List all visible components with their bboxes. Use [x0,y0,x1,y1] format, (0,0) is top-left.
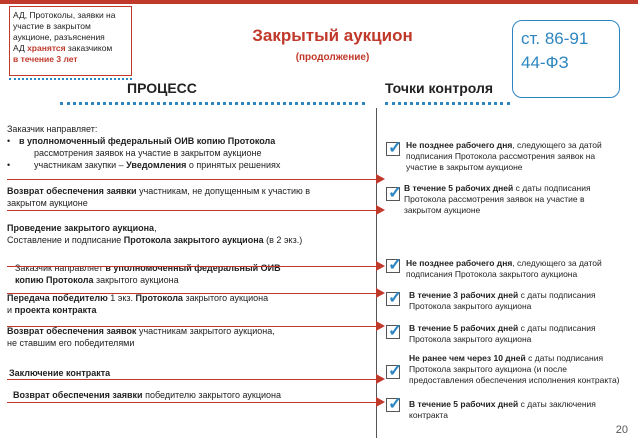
storage-note [9,6,132,76]
note-text-post: заказчиком [65,43,113,53]
control-2-rest: с даты подписания Протокола рассмотрения заявок на участие в закрытом аукционе [404,183,591,215]
step-1-b2-post: о принятых решениях [186,160,281,170]
process-step-3 [7,222,367,246]
page-number: 20 [615,424,628,436]
arrow-head-1 [376,174,385,184]
arrow-line-1 [7,179,377,180]
control-1-rest: , следующего за датой подписания Протокола рассмотрения заявок на участие в закрытом аукционе [406,140,602,172]
control-6-bold: Не ранее чем через 10 дней [409,353,526,363]
note-text-pre: АД [13,43,28,53]
checkbox-icon: ✓ [388,255,403,274]
arrow-head-2 [376,205,385,215]
step-1-bullet-2: • участникам закупки – Уведомления о принятых решениях [7,160,281,170]
law-badge [512,20,620,98]
step-1-bullet-1: • в уполномоченный федеральный ОИВ копию Протокола [7,136,276,146]
step-3-bold: Проведение закрытого аукциона [7,223,155,233]
step-5-bold2: Протокола [135,293,183,303]
control-6 [409,353,629,386]
step-1-intro: Заказчик направляет: [7,124,98,134]
badge-articles: ст. 86-91 [521,29,589,48]
process-step-5 [7,292,367,316]
control-7 [409,399,629,421]
checkbox-icon: ✓ [388,183,403,202]
arrow-line-5 [7,326,377,327]
control-3-bold: Не позднее рабочего дня [406,258,513,268]
step-2-rest2: закрытом аукционе [7,198,88,208]
column-divider [376,108,377,438]
step-1-b1-bold: в уполномоченный федеральный ОИВ копию Протокола [19,136,276,146]
control-header: Точки контроля [385,80,494,96]
arrow-line-4 [7,293,377,294]
note-retention: в течение 3 лет [13,54,78,64]
arrow-line-3 [7,266,377,267]
control-4 [409,290,629,312]
step-8-bold: Возврат обеспечения заявки [13,390,143,400]
arrow-head-7 [376,397,385,407]
checkbox-icon: ✓ [388,138,403,157]
arrow-head-5 [376,321,385,331]
step-2-rest: участникам, не допущенным к участию в [136,186,311,196]
step-3-comma: , [154,223,157,233]
process-step-8 [13,389,373,401]
badge-law: 44-ФЗ [521,53,569,72]
step-5-rest: 1 экз. [107,293,136,303]
step-7-bold: Заключение контракта [9,368,111,378]
step-4-pre: Заказчик направляет [15,263,106,273]
step-4-bold: в уполномоченный федеральный ОИВ [105,263,281,273]
step-3-pre: Составление и подписание [7,235,124,245]
step-3-bold2: Протокола закрытого аукциона [123,235,264,245]
note-underline [9,78,132,80]
checkbox-icon: ✓ [388,394,403,413]
control-1 [406,140,626,173]
step-3-post: (в 2 экз.) [263,235,303,245]
step-4-rest: закрытого аукциона [93,275,179,285]
control-2-bold: В течение 5 рабочих дней [404,183,514,193]
step-5-line2-pre: и [7,305,15,315]
arrow-head-3 [376,261,385,271]
step-4-bold2: копию Протокола [15,275,94,285]
control-7-rest: с даты заключения контракта [409,399,596,420]
process-header: ПРОЦЕСС [127,80,197,96]
process-step-2 [7,185,367,209]
control-1-bold: Не позднее рабочего дня [406,140,513,150]
control-4-bold: В течение 3 рабочих дней [409,290,519,300]
step-5-bold: Передача победителю [7,293,108,303]
step-2-bold: Возврат обеспечения заявки [7,186,137,196]
note-text-red: хранятся [27,43,66,53]
step-5-rest2: закрытого аукциона [182,293,269,303]
control-5 [409,323,629,345]
control-5-bold: В течение 5 рабочих дней [409,323,519,333]
step-8-rest: победителю закрытого аукциона [142,390,282,400]
arrow-line-2 [7,210,377,211]
control-7-bold: В течение 5 рабочих дней [409,399,519,409]
step-6-bold: Возврат обеспечения заявок [7,326,137,336]
step-5-line2-bold: проекта контракта [14,305,97,315]
control-6-rest: с даты подписания Протокола закрытого аукциона (и после предоставления обеспечения исполнения контракта) [409,353,620,385]
step-6-line2: не ставшим его победителями [7,338,135,348]
control-2 [404,183,624,216]
top-red-bar [0,0,638,4]
arrow-head-6 [376,374,385,384]
control-3-rest: , следующего за датой подписания Протокола закрытого аукциона [406,258,602,279]
arrow-head-4 [376,288,385,298]
step-1-b2-bold: Уведомления [126,160,187,170]
control-5-rest: с даты подписания Протокола закрытого аукциона [409,323,596,344]
control-3 [406,258,626,280]
control-header-line [385,102,510,105]
checkbox-icon: ✓ [388,361,403,380]
process-step-6 [7,325,367,349]
process-step-7 [9,367,369,379]
note-text: АД, Протоколы, заявки на участие в закрытом аукционе, разъяснения [13,10,116,42]
arrow-line-7 [7,402,377,403]
step-6-rest: участникам закрытого аукциона, [136,326,275,336]
control-4-rest: с даты подписания Протокола закрытого аукциона [409,290,596,311]
arrow-line-6 [7,379,377,380]
page-subtitle: (продолжение) [295,52,370,63]
process-step-1 [7,123,367,171]
checkbox-icon: ✓ [388,321,403,340]
checkbox-icon: ✓ [388,288,403,307]
step-1-b2-pre: участникам закупки – [34,160,127,170]
process-header-line [60,102,365,105]
page-title: Закрытый аукцион [252,26,413,45]
step-1-b1-rest: рассмотрения заявок на участие в закрытом аукционе [34,148,262,158]
